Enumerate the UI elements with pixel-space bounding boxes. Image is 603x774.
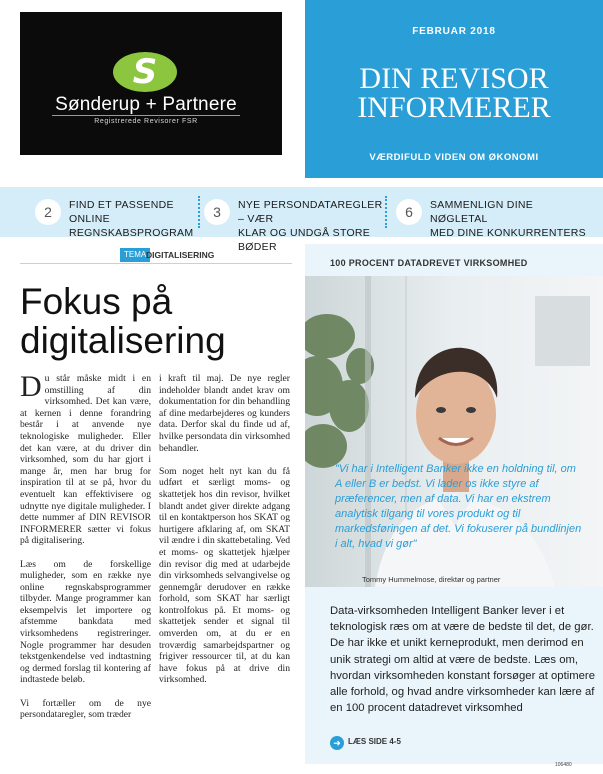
teaser-item[interactable] [35,187,195,237]
paragraph: Som noget helt nyt kan du få udført et særligt moms- og skattetjek hos din revisor, hvilket blandt andet giver direkte adgang til en kontaktperson hos SKAT og hurtigere afklaring af, om SKAT vil ændre i din skattebetaling. Ved et moms- og skattetjek hjælper din revisor dig med at udarbejde din virksomheds selvangivelse og gennemgår derudover en række forhold, som SKAT har særligt kontrolfokus på. Et moms- og skattetjek sender et signal til omverden om, at du er en troværdig samarbejdspartner og frigiver ressourcer til, at du kan have fokus på at drive din virksomhed. [159,465,290,686]
teaser-text: SAMMENLIGN DINE NØGLETAL MED DINE KONKURRENTERS [430,199,586,239]
teaser-strip [0,187,603,253]
sidebar-body: Data-virksomheden Intelligent Banker lever i et teknologisk ræs om at være de bedste til det, de gør. De har ikke et unikt kerneprodukt, men derimod en unik strategi om altid at være de bedste. Læs om, hvordan virksomheden konstant forsøger at optimere alle forhold, og hvad andre virksomheder kan lære af en 100 procent datadrevet virksomhed [330,605,595,715]
page-number-badge: 6 [396,199,422,225]
teaser-item[interactable] [204,187,384,253]
drop-cap: D [20,370,42,403]
article-column-2 [159,373,290,698]
tagline: VÆRDIFULD VIDEN OM ØKONOMI [369,152,539,163]
teaser-divider [198,196,202,228]
newsletter-title-line2: INFORMERER [357,91,551,124]
section-divider [20,263,292,264]
page-number-badge: 2 [35,199,61,225]
page-number-badge: 3 [204,199,230,225]
company-name: Sønderup + Partnere [55,94,237,115]
paragraph: i kraft til maj. De nye regler indeholder blandt andet krav om dokumentation for din behandling af dine medarbejderes og kunders data. Derfor skal du finde ud af, hvilke persondata din virksomhed behandler. [159,373,290,454]
article-title: Fokus på digitalisering [20,281,226,361]
company-subtitle: Registrerede Revisorer FSR [94,118,198,125]
print-code: 106480 [555,762,572,768]
logo-initial: S [132,52,158,92]
header-spacer [0,155,305,178]
teaser-item[interactable] [396,187,591,237]
quote-credit: Tommy Hummelmose, direktør og partner [362,575,501,584]
paragraph: Du står måske midt i en omstilling af din virksomhed. Det kan være, at kernen i denne forandring består i at anvende nye teknologiske muligheder. Eller det kan være, at du driver din virksomhed, som du har gjort i mange år, men har brug for inspiration til at se på, hvor du eventuelt kan effektivisere og udnytte nye digitale muligheder. I dette nummer af DIN REVISOR INFORMERER sætter vi fokus på digitalisering. [20,370,151,547]
pull-quote: "Vi har i Intelligent Banker ikke en holdning til, om A eller B er bedst. Vi lader os ikke styre af præferencer, men af data. Vi har en ekstrem analytisk tilgang til vores produkt og til markedsføringen af det. Vi fokuserer på bundlinjen i alt, hvad vi gør" [335,463,582,550]
teaser-text: NYE PERSONDATAREGLER – VÆR KLAR OG UNDGÅ STORE BØDER [238,199,383,253]
logo-icon [113,52,177,92]
paragraph: Vi fortæller om de nye persondataregler, som træder [20,697,151,721]
arrow-icon: ➜ [330,736,344,750]
sidebar-heading: 100 PROCENT DATADREVET VIRKSOMHED [330,258,528,268]
newsletter-title-line1: DIN REVISOR [359,62,549,95]
paragraph: Læs om de forskellige muligheder, som en række nye online regnskabsprogrammer tilbyder. Mange programmer kan eksempelvis let importere og afstemme bankdata med virksomhedens registreringer. Nogle programmer har desuden tekstgenkendelse ved indtastning og dermed forslag til kontering af indtastede beløb. [20,558,151,686]
topic-label: DIGITALISERING [146,250,215,260]
article-column-1 [20,370,151,732]
tema-label: TEMA [120,248,150,262]
teaser-text: FIND ET PASSENDE ONLINE REGNSKABSPROGRAM [69,199,194,239]
teaser-divider [385,196,389,228]
read-more-label: LÆS SIDE 4-5 [348,737,401,746]
issue-date: FEBRUAR 2018 [412,26,496,37]
